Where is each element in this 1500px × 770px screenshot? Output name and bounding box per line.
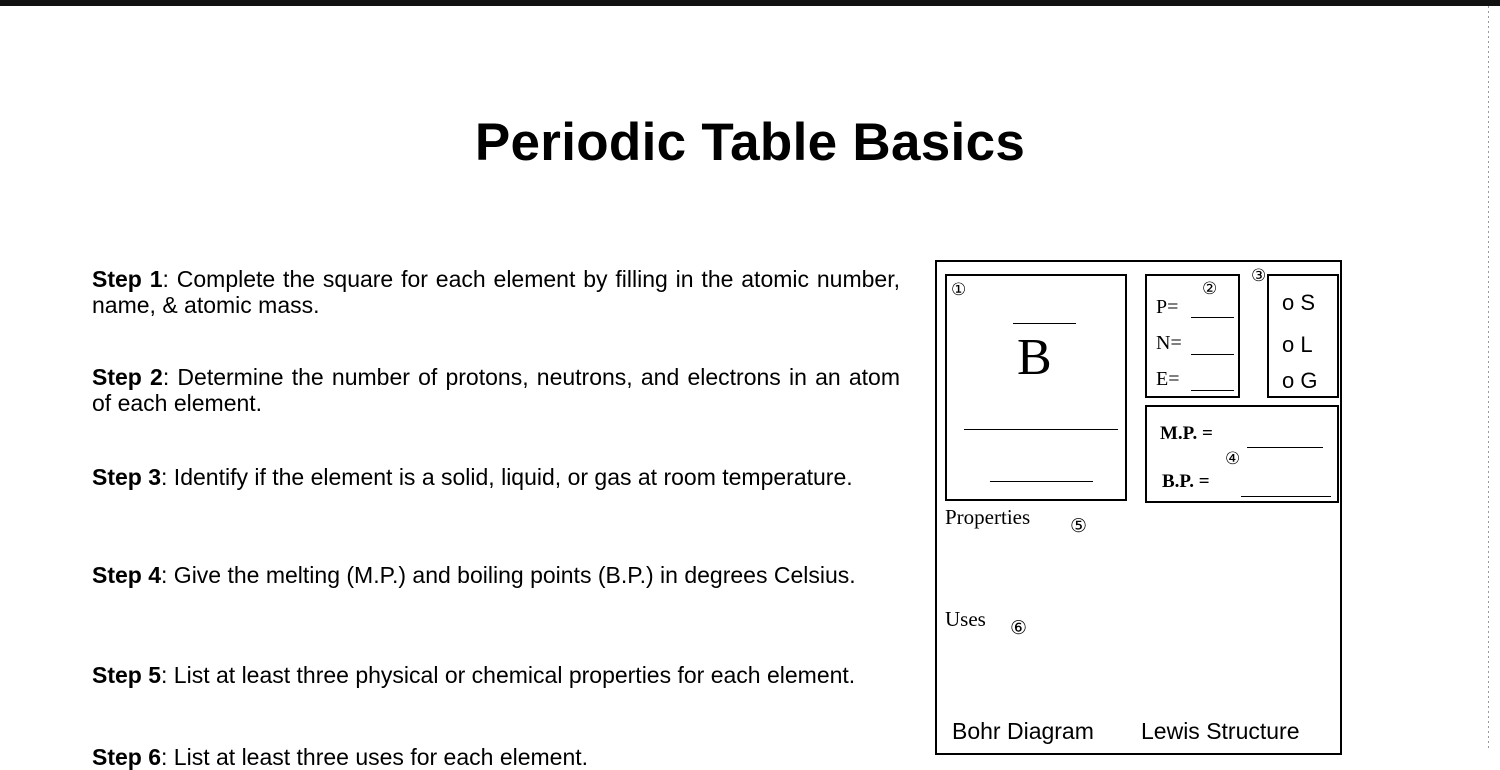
marker-4: ④ (1225, 449, 1241, 469)
melting-point-blank (1247, 447, 1323, 448)
atomic-number-blank (1013, 323, 1076, 324)
marker-1: ① (951, 280, 967, 300)
properties-label: Properties (945, 505, 1031, 529)
uses-label: Uses (945, 607, 986, 631)
state-liquid: o L (1282, 332, 1313, 357)
lewis-structure-label: Lewis Structure (1141, 718, 1300, 744)
element-square (945, 274, 1127, 501)
marker-2: ② (1202, 279, 1218, 299)
bohr-diagram-label: Bohr Diagram (952, 718, 1094, 744)
element-name-blank (964, 429, 1118, 430)
protons-label: P= (1156, 296, 1179, 318)
electrons-label: E= (1156, 368, 1180, 390)
page-title: Periodic Table Basics (474, 113, 1026, 172)
step-2: Step 2: Determine the number of protons, neutrons, and electrons in an atom of each element. (92, 364, 901, 416)
marker-3: ③ (1251, 266, 1267, 286)
electrons-blank (1191, 390, 1234, 391)
state-box (1267, 274, 1339, 398)
melting-boiling-box (1145, 405, 1339, 503)
marker-5: ⑤ (1070, 515, 1088, 537)
step-1: Step 1: Complete the square for each element by filling in the atomic number, name, & atomic mass. (92, 266, 900, 318)
step-5: Step 5: List at least three physical or chemical properties for each element. (92, 662, 856, 688)
marker-6: ⑥ (1010, 617, 1028, 639)
step-6: Step 6: List at least three uses for each element. (92, 744, 589, 770)
boiling-point-label: B.P. = (1162, 471, 1210, 492)
step-4: Step 4: Give the melting (M.P.) and boiling points (B.P.) in degrees Celsius. (92, 562, 856, 588)
neutrons-blank (1191, 354, 1234, 355)
boiling-point-blank (1241, 496, 1331, 497)
neutrons-label: N= (1156, 332, 1182, 354)
step-3: Step 3: Identify if the element is a solid, liquid, or gas at room temperature. (92, 464, 853, 490)
atomic-mass-blank (990, 481, 1093, 482)
element-card-template (935, 260, 1342, 755)
state-gas: o G (1282, 368, 1318, 393)
element-symbol: B (1017, 329, 1052, 386)
protons-blank (1191, 317, 1234, 318)
scan-top-edge (0, 0, 1500, 6)
melting-point-label: M.P. = (1160, 423, 1213, 444)
state-solid: o S (1282, 290, 1316, 315)
particles-box (1145, 274, 1240, 398)
